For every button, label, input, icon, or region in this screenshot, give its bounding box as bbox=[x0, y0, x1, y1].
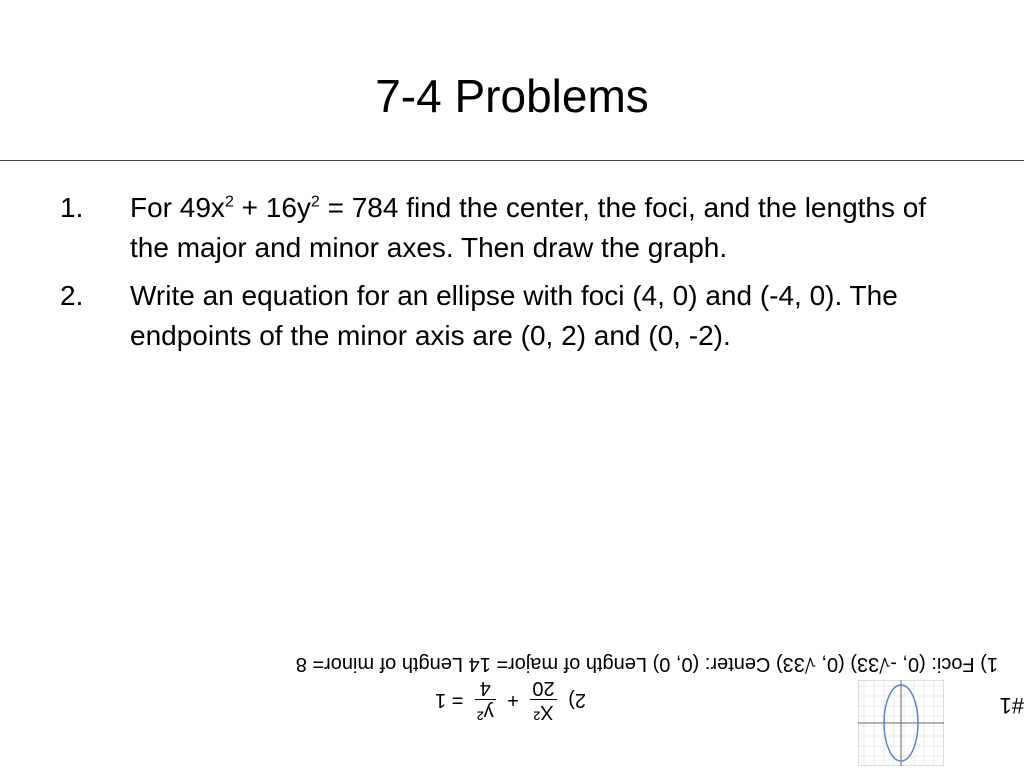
numerator: X² bbox=[530, 699, 556, 723]
problem-item-1 bbox=[60, 188, 960, 268]
equation-part: For 49x bbox=[130, 192, 225, 223]
ellipse-graph-thumbnail bbox=[858, 680, 944, 766]
title-divider bbox=[0, 160, 1024, 161]
slide-title: 7-4 Problems bbox=[375, 70, 649, 122]
numerator: y² bbox=[476, 701, 494, 723]
answer-line-1: 1) Foci: (0, -√33) (0, √33) Center: (0, 0) Length of major= 14 Length of minor= 8 bbox=[295, 653, 998, 675]
answer-2-label: 2) bbox=[568, 689, 586, 712]
denominator: 20 bbox=[532, 677, 555, 699]
problem-number: 1. bbox=[60, 192, 84, 223]
exponent: 2 bbox=[310, 193, 320, 211]
fraction-y bbox=[475, 676, 496, 723]
problem-text bbox=[130, 192, 926, 263]
problem-text: Write an equation for an ellipse with foci (4, 0) and (-4, 0). The endpoints of the minor axis are (0, 2) and (0, -2). bbox=[130, 280, 898, 351]
upside-down-answer-key bbox=[40, 640, 1024, 768]
fraction-x bbox=[530, 676, 556, 723]
problem-number: 2. bbox=[60, 280, 84, 311]
equals-one: = 1 bbox=[434, 689, 464, 712]
problem-item-2 bbox=[60, 276, 960, 356]
problem-list bbox=[60, 188, 960, 364]
equation-part: + 16y bbox=[233, 192, 311, 223]
plus-sign: + bbox=[507, 689, 519, 712]
answer-line-2 bbox=[435, 676, 586, 723]
exponent: 2 bbox=[224, 193, 234, 211]
problem-text-rest: = 784 find the center, the foci, and the lengths of the major and minor axes. Then draw the graph. bbox=[130, 192, 927, 263]
answer-id: #1 bbox=[999, 693, 1024, 718]
denominator: 4 bbox=[479, 677, 491, 699]
